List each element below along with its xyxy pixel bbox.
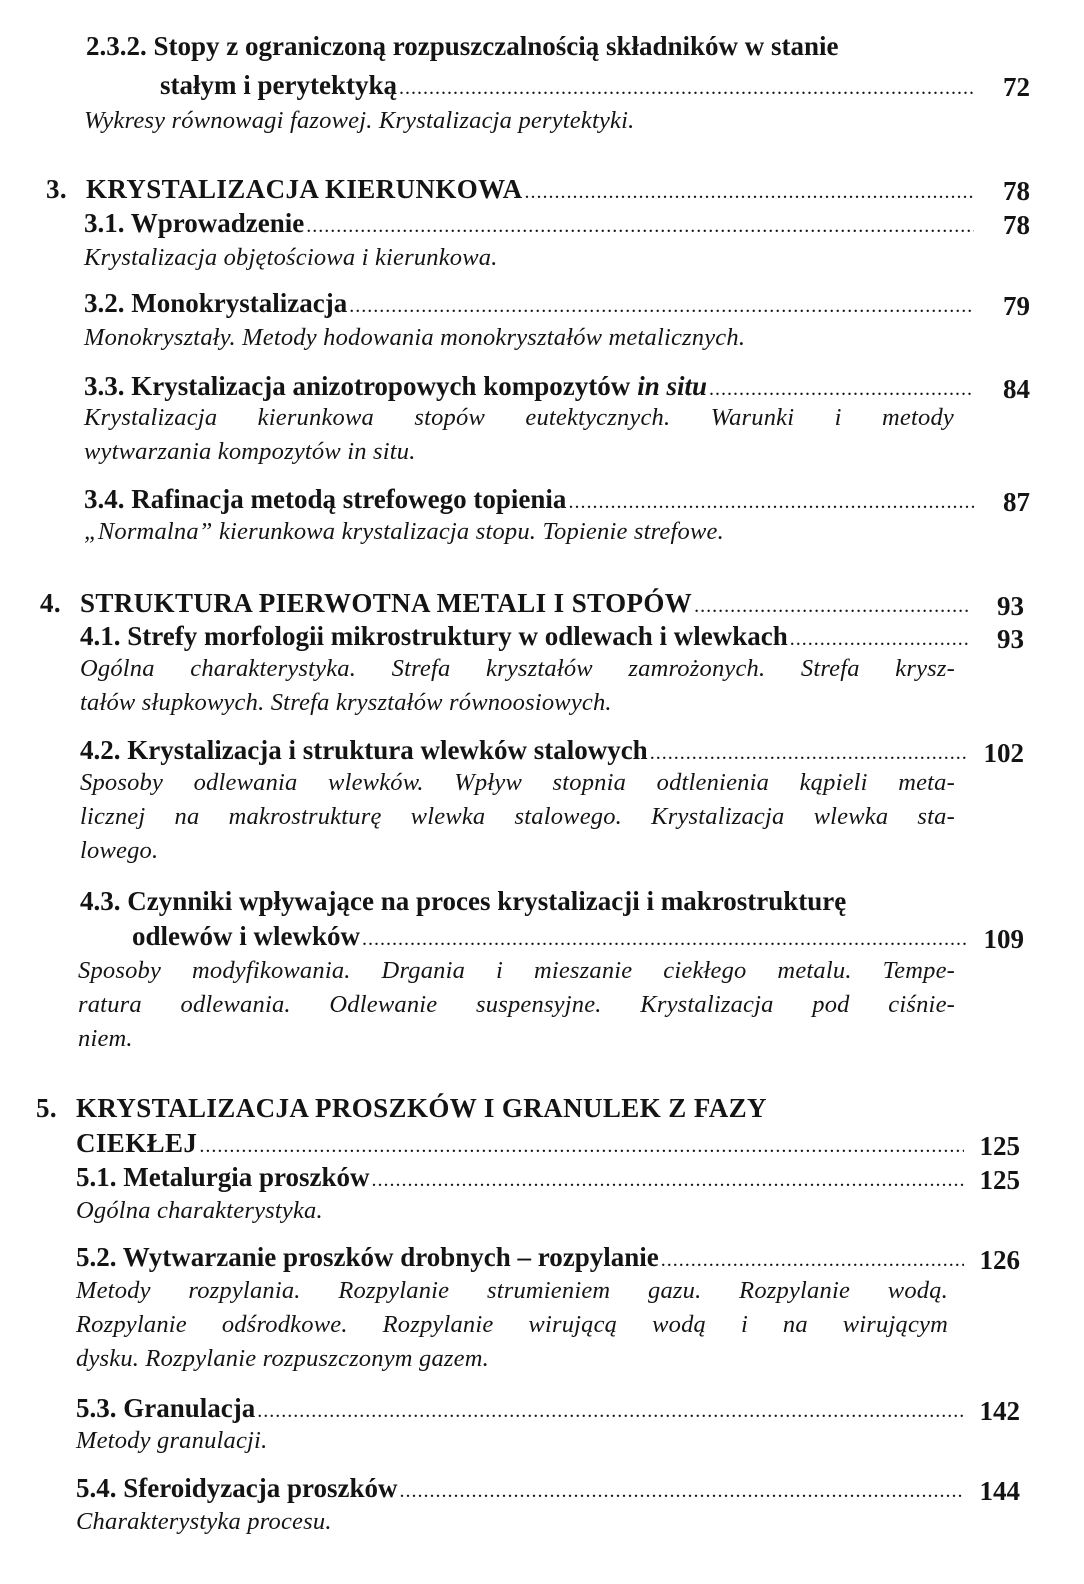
dot-leader bbox=[371, 1169, 964, 1192]
toc-chapter-5-title-line2 bbox=[76, 1128, 970, 1159]
page-number: 102 bbox=[983, 738, 1024, 768]
entry-title-italic: in situ bbox=[637, 371, 707, 401]
entry-title: 3.4. Rafinacja metodą strefowego topienia bbox=[84, 484, 567, 514]
toc-chapter-4 bbox=[40, 588, 975, 619]
entry-title: 5.4. Sferoidyzacja proszków bbox=[76, 1473, 398, 1503]
toc-entry-2-3-2-title-line1 bbox=[86, 31, 839, 62]
toc-chapter-5-title-line1 bbox=[36, 1093, 767, 1124]
entry-title: 5.3. Granulacja bbox=[76, 1393, 256, 1423]
entry-number: 2.3.2. bbox=[86, 31, 147, 61]
dot-leader bbox=[790, 628, 969, 651]
chapter-title: KRYSTALIZACJA PROSZKÓW I GRANULEK Z FAZY bbox=[76, 1093, 767, 1123]
page-number: 125 bbox=[979, 1131, 1020, 1161]
entry-description-line2: ratura odlewania. Odlewanie suspensyjne. Krystalizacja pod ciśnie- bbox=[78, 991, 955, 1018]
entry-description: Charakterystyka procesu. bbox=[76, 1508, 332, 1535]
dot-leader bbox=[349, 295, 974, 318]
toc-entry-2-3-2-title-line2 bbox=[160, 70, 980, 101]
page-number: 84 bbox=[1003, 374, 1030, 404]
toc-entry-3-2 bbox=[84, 288, 980, 319]
dot-leader bbox=[661, 1249, 964, 1272]
toc-entry-4-3-title-line1: 4.3. Czynniki wpływające na proces krystalizacji i makrostrukturę bbox=[80, 886, 847, 916]
entry-description-line1: Sposoby modyfikowania. Drgania i mieszanie ciekłego metalu. Tempe- bbox=[78, 957, 955, 984]
dot-leader bbox=[199, 1135, 964, 1158]
toc-entry-3-3 bbox=[84, 371, 980, 402]
entry-title: 4.2. Krystalizacja i struktura wlewków stalowych bbox=[80, 735, 648, 765]
entry-title: 3.1. Wprowadzenie bbox=[84, 208, 305, 238]
dot-leader bbox=[524, 181, 974, 204]
entry-description-line1: Krystalizacja kierunkowa stopów eutektycznych. Warunki i metody bbox=[84, 404, 954, 431]
page-number: 125 bbox=[979, 1165, 1020, 1195]
entry-description-line3: dysku. Rozpylanie rozpuszczonym gazem. bbox=[76, 1345, 489, 1372]
entry-description: Wykresy równowagi fazowej. Krystalizacja perytektyki. bbox=[84, 107, 635, 134]
toc-entry-5-2 bbox=[76, 1242, 970, 1273]
page-number: 78 bbox=[1003, 210, 1030, 240]
entry-title: 5.2. Wytwarzanie proszków drobnych – rozpylanie bbox=[76, 1242, 659, 1272]
dot-leader bbox=[709, 378, 974, 401]
page-number: 142 bbox=[979, 1396, 1020, 1426]
dot-leader bbox=[257, 1400, 964, 1423]
page-number: 109 bbox=[983, 924, 1024, 954]
page-number: 79 bbox=[1003, 291, 1030, 321]
entry-title: stałym i perytektyką bbox=[160, 70, 397, 100]
page-number: 126 bbox=[979, 1245, 1020, 1275]
dot-leader bbox=[362, 928, 969, 951]
toc-entry-4-1 bbox=[80, 621, 975, 652]
chapter-number: 3. bbox=[46, 174, 68, 204]
entry-title: 4.1. Strefy morfologii mikrostruktury w odlewach i wlewkach bbox=[80, 621, 788, 651]
toc-entry-5-3 bbox=[76, 1393, 970, 1424]
entry-title: 5.1. Metalurgia proszków bbox=[76, 1162, 370, 1192]
entry-description-line3: niem. bbox=[78, 1025, 133, 1052]
page-number: 93 bbox=[997, 624, 1024, 654]
entry-description-line2: tałów słupkowych. Strefa kryształów równoosiowych. bbox=[80, 689, 612, 716]
entry-description-line2: licznej na makrostrukturę wlewka stalowego. Krystalizacja wlewka sta- bbox=[80, 803, 955, 830]
entry-description: Monokryształy. Metody hodowania monokryształów metalicznych. bbox=[84, 324, 746, 351]
page-number: 144 bbox=[979, 1476, 1020, 1506]
chapter-number: 4. bbox=[40, 588, 62, 618]
toc-entry-3-4 bbox=[84, 484, 980, 515]
entry-title: 3.2. Monokrystalizacja bbox=[84, 288, 348, 318]
dot-leader bbox=[568, 491, 974, 514]
entry-description: Krystalizacja objętościowa i kierunkowa. bbox=[84, 244, 498, 271]
page-number: 78 bbox=[1003, 176, 1030, 206]
dot-leader bbox=[694, 595, 969, 618]
entry-description-line2: wytwarzania kompozytów in situ. bbox=[84, 438, 416, 465]
entry-title: 3.3. Krystalizacja anizotropowych kompozytów bbox=[84, 371, 631, 401]
toc-entry-4-2 bbox=[80, 735, 975, 766]
dot-leader bbox=[399, 77, 974, 100]
entry-title: Stopy z ograniczoną rozpuszczalnością składników w stanie bbox=[153, 31, 839, 61]
toc-entry-5-1 bbox=[76, 1162, 970, 1193]
page-number: 93 bbox=[997, 591, 1024, 621]
chapter-title: CIEKŁEJ bbox=[76, 1128, 198, 1158]
entry-description: Metody granulacji. bbox=[76, 1427, 268, 1454]
entry-description: Ogólna charakterystyka. bbox=[76, 1197, 323, 1224]
entry-description-line2: Rozpylanie odśrodkowe. Rozpylanie wirującą wodą i na wirującym bbox=[76, 1311, 948, 1338]
entry-description-line1: Ogólna charakterystyka. Strefa kryształów zamrożonych. Strefa krysz- bbox=[80, 655, 955, 682]
entry-description-line1: Metody rozpylania. Rozpylanie strumieniem gazu. Rozpylanie wodą. bbox=[76, 1277, 948, 1304]
page-number: 87 bbox=[1003, 487, 1030, 517]
entry-description: „Normalna” kierunkowa krystalizacja stopu. Topienie strefowe. bbox=[84, 518, 724, 545]
dot-leader bbox=[650, 742, 969, 765]
toc-chapter-3 bbox=[46, 174, 980, 205]
entry-description-line1: Sposoby odlewania wlewków. Wpływ stopnia odtlenienia kąpieli meta- bbox=[80, 769, 955, 796]
toc-entry-4-3-title-line2 bbox=[132, 921, 975, 952]
toc-entry-3-1 bbox=[84, 208, 980, 239]
page-number: 72 bbox=[1003, 72, 1030, 102]
chapter-title: STRUKTURA PIERWOTNA METALI I STOPÓW bbox=[80, 588, 693, 618]
dot-leader bbox=[399, 1480, 964, 1503]
chapter-title: KRYSTALIZACJA KIERUNKOWA bbox=[86, 174, 523, 204]
entry-description-line3: lowego. bbox=[80, 837, 159, 864]
dot-leader bbox=[306, 215, 974, 238]
entry-title: odlewów i wlewków bbox=[132, 921, 360, 951]
chapter-number: 5. bbox=[36, 1093, 58, 1123]
toc-entry-5-4 bbox=[76, 1473, 970, 1504]
